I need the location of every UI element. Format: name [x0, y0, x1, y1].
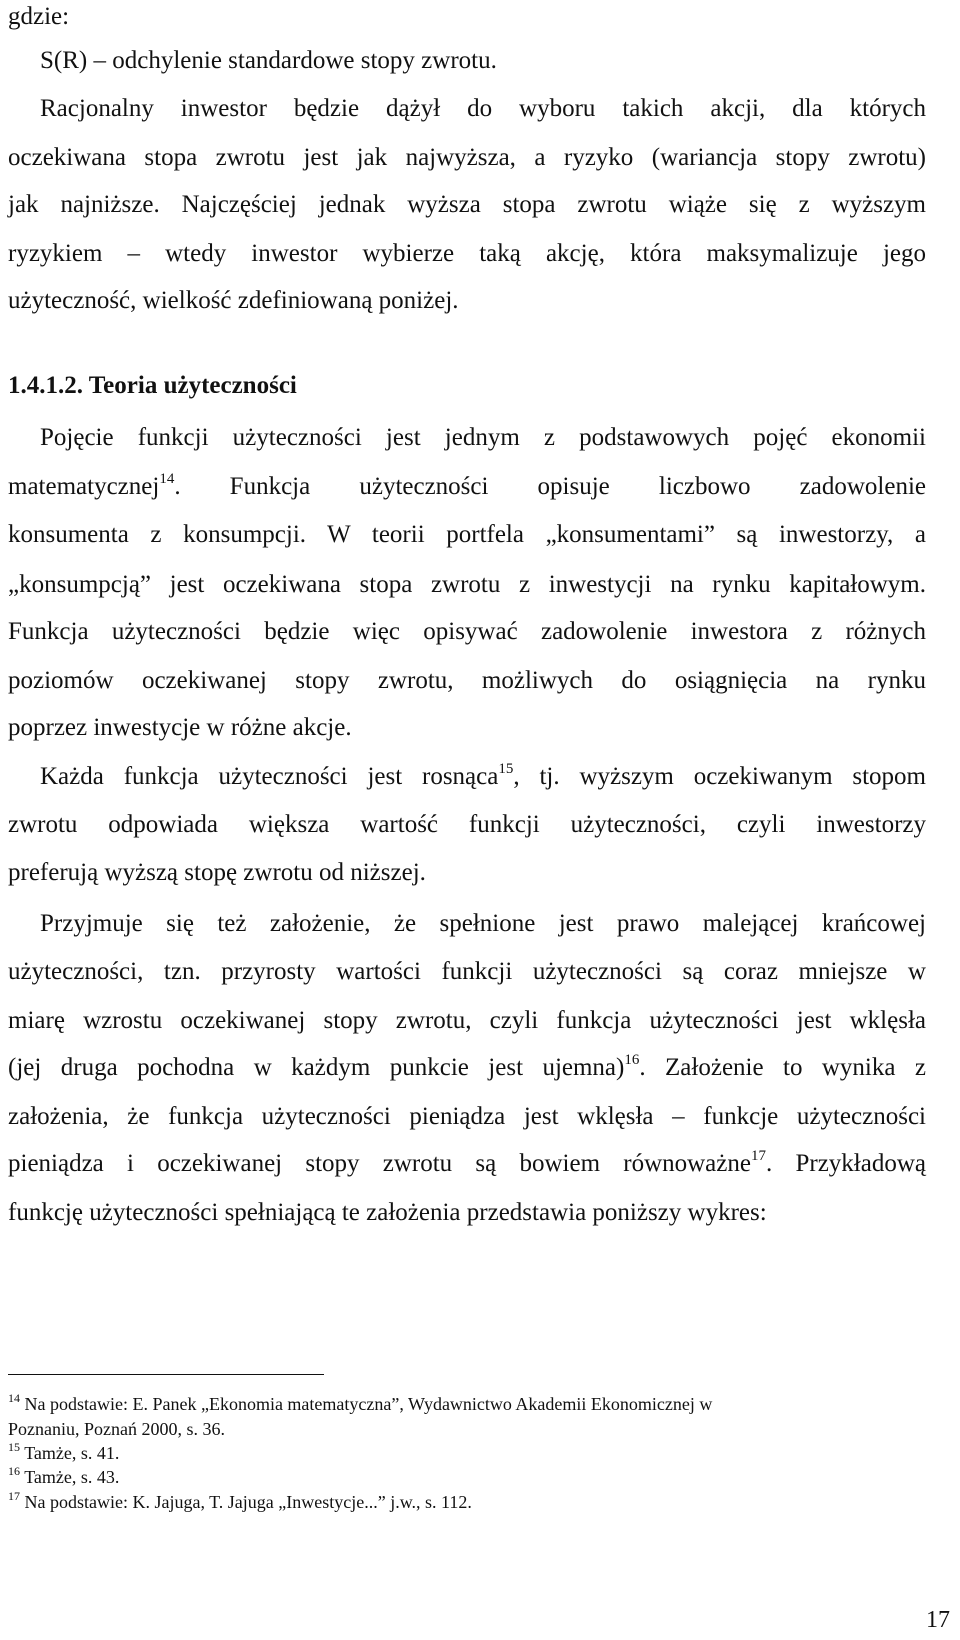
- text-line: Funkcja użyteczności będzie więc opisywać zadowolenie inwestora z różnych: [8, 618, 926, 645]
- text-line: oczekiwana stopa zwrotu jest jak najwyższa, a ryzyko (wariancja stopy zwrotu): [8, 144, 926, 171]
- page-number: 17: [926, 1607, 950, 1633]
- section-heading: 1.4.1.2. Teoria użyteczności: [8, 372, 297, 399]
- footnote-number: 14: [8, 1391, 20, 1405]
- text-line: Racjonalny inwestor będzie dążył do wyboru takich akcji, dla których: [40, 95, 926, 122]
- text-span: matematycznej: [8, 473, 160, 500]
- text-line: [40, 762, 926, 792]
- text-span: . Funkcja użyteczności opisuje liczbowo zadowolenie: [174, 473, 926, 500]
- text-line: miarę wzrostu oczekiwanej stopy zwrotu, czyli funkcja użyteczności jest wklęsła: [8, 1007, 926, 1034]
- text-line: gdzie:: [8, 3, 70, 30]
- footnote-text: Tamże, s. 41.: [24, 1443, 120, 1463]
- footnote-text: Tamże, s. 43.: [24, 1467, 120, 1487]
- text-line: [8, 1149, 926, 1179]
- text-line: użyteczność, wielkość zdefiniowaną poniżej.: [8, 287, 459, 314]
- text-line: funkcję użyteczności spełniającą te założenia przedstawia poniższy wykres:: [8, 1199, 767, 1226]
- text-span: . Przykładową: [765, 1150, 926, 1177]
- text-span: (jej druga pochodna w każdym punkcie jest ujemna): [8, 1054, 625, 1081]
- footnote-ref: 17: [750, 1148, 766, 1164]
- text-line: ryzykiem – wtedy inwestor wybierze taką akcję, która maksymalizuje jego: [8, 240, 926, 267]
- footnote: [8, 1418, 225, 1440]
- text-line: [8, 1053, 926, 1083]
- footnote: [8, 1491, 472, 1513]
- footnote-text: Na podstawie: K. Jajuga, T. Jajuga „Inwestycje...” j.w., s. 112.: [24, 1492, 472, 1512]
- footnote-number: 15: [8, 1440, 20, 1454]
- text-line: [8, 472, 926, 502]
- text-line: poziomów oczekiwanej stopy zwrotu, możliwych do osiągnięcia na rynku: [8, 667, 926, 694]
- text-span: pieniądza i oczekiwanej stopy zwrotu są bowiem równoważne: [8, 1150, 751, 1177]
- text-span: , tj. wyższym oczekiwanym stopom: [513, 763, 927, 790]
- footnote: [8, 1466, 119, 1488]
- text-line: Przyjmuje się też założenie, że spełnione jest prawo malejącej krańcowej: [40, 910, 926, 937]
- text-span: . Założenie to wynika z: [639, 1054, 926, 1081]
- footnote-text: Na podstawie: E. Panek „Ekonomia matematyczna”, Wydawnictwo Akademii Ekonomicznej w: [24, 1394, 713, 1414]
- text-line: preferują wyższą stopę zwrotu od niższej.: [8, 859, 426, 886]
- footnote-text: Poznaniu, Poznań 2000, s. 36.: [8, 1419, 225, 1439]
- text-line: konsumenta z konsumpcji. W teorii portfela „konsumentami” są inwestorzy, a: [8, 521, 926, 548]
- footnote-number: 17: [8, 1489, 20, 1503]
- footnote-number: 16: [8, 1464, 20, 1478]
- text-line: użyteczności, tzn. przyrosty wartości funkcji użyteczności są coraz mniejsze w: [8, 958, 926, 985]
- text-line: „konsumpcją” jest oczekiwana stopa zwrotu z inwestycji na rynku kapitałowym.: [8, 571, 926, 598]
- footnote-ref: 15: [498, 761, 514, 777]
- text-line: S(R) – odchylenie standardowe stopy zwrotu.: [40, 47, 497, 74]
- text-line: Pojęcie funkcji użyteczności jest jednym z podstawowych pojęć ekonomii: [40, 424, 926, 451]
- footnote: [8, 1442, 119, 1464]
- text-line: założenia, że funkcja użyteczności pieniądza jest wklęsła – funkcje użyteczności: [8, 1103, 926, 1130]
- footnote: [8, 1393, 712, 1415]
- text-line: jak najniższe. Najczęściej jednak wyższa stopa zwrotu wiąże się z wyższym: [8, 191, 926, 218]
- footnote-ref: 16: [624, 1052, 640, 1068]
- footnote-ref: 14: [159, 471, 175, 487]
- text-line: zwrotu odpowiada większa wartość funkcji użyteczności, czyli inwestorzy: [8, 811, 926, 838]
- footnote-separator: [8, 1374, 324, 1375]
- text-line: poprzez inwestycje w różne akcje.: [8, 714, 352, 741]
- text-span: Każda funkcja użyteczności jest rosnąca: [40, 763, 499, 790]
